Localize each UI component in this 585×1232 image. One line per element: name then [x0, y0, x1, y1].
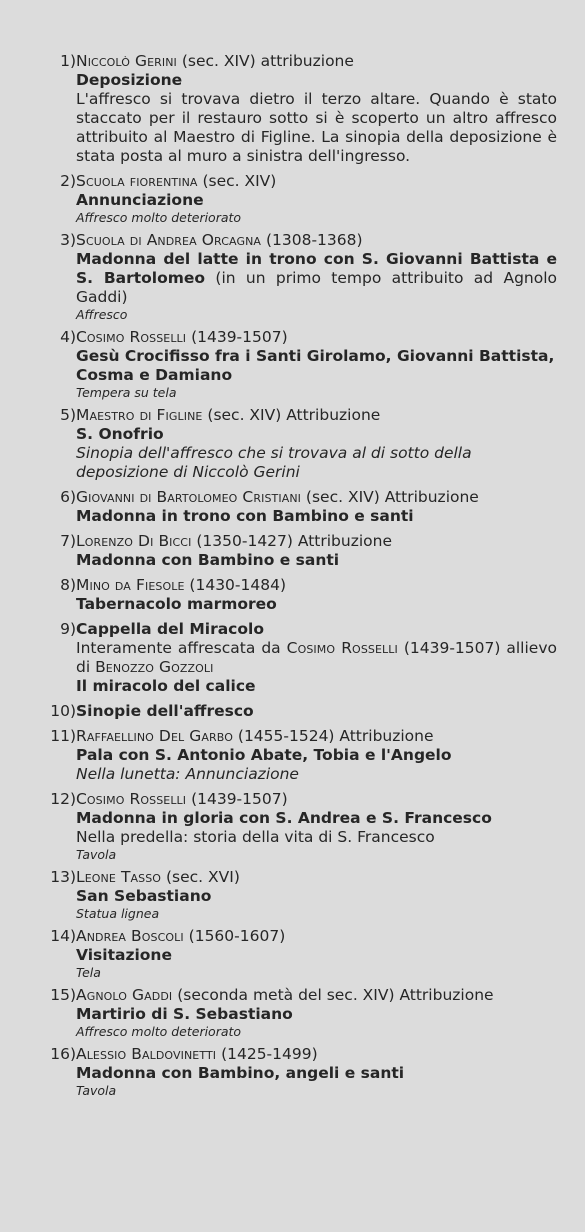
author-dates: (seconda metà del sec. XIV) Attribuzione	[172, 986, 494, 1004]
author-name: Niccolò Gerini	[76, 52, 177, 70]
artwork-medium: Affresco	[76, 307, 128, 322]
chapel-heading: Cappella del Miracolo	[76, 620, 264, 638]
chapel-description	[76, 639, 557, 677]
list-item	[0, 868, 585, 921]
item-attribution	[76, 328, 557, 347]
author-dates: (1439-1507)	[186, 790, 288, 808]
author-dates: (sec. XIV) attribuzione	[176, 52, 354, 70]
item-number: 3)	[60, 231, 76, 249]
author-dates: (1350-1427) Attribuzione	[191, 532, 392, 550]
item-number: 12)	[50, 790, 76, 808]
author-name: Cosimo Rosselli	[76, 328, 187, 346]
item-attribution	[76, 172, 557, 191]
list-item	[0, 231, 585, 322]
list-item	[0, 1045, 585, 1098]
artwork-title: Visitazione	[76, 946, 172, 964]
artwork-medium: Affresco molto deteriorato	[76, 1024, 242, 1039]
list-item	[0, 172, 585, 225]
list-item	[0, 790, 585, 862]
item-number: 11)	[50, 727, 76, 745]
list-item	[0, 702, 585, 721]
author-name: Lorenzo Di Bicci	[76, 532, 192, 550]
section-heading: Sinopie dell'affresco	[76, 702, 254, 720]
item-attribution	[76, 1045, 557, 1064]
list-item	[0, 576, 585, 614]
artwork-medium: Tavola	[76, 1083, 117, 1098]
author-dates: (1425-1499)	[216, 1045, 318, 1063]
author-name: Giovanni di Bartolomeo Cristiani	[76, 488, 301, 506]
author-name: Raffaellino Del Garbo	[76, 727, 233, 745]
author-name: Agnolo Gaddi	[76, 986, 173, 1004]
item-attribution	[76, 488, 557, 507]
item-attribution	[76, 406, 557, 425]
author-dates: (1439-1507)	[186, 328, 288, 346]
item-number: 14)	[50, 927, 76, 945]
item-number: 1)	[60, 52, 76, 70]
item-attribution	[76, 576, 557, 595]
item-number: 10)	[50, 702, 76, 720]
author-name: Scuola di Andrea Orcagna	[76, 231, 262, 249]
list-item	[0, 620, 585, 696]
artwork-medium: Statua lignea	[76, 906, 160, 921]
item-number: 9)	[60, 620, 76, 638]
list-item	[0, 406, 585, 482]
item-number: 13)	[50, 868, 76, 886]
item-attribution	[76, 52, 557, 71]
artwork-title: S. Onofrio	[76, 425, 164, 443]
author-name: Leone Tasso	[76, 868, 162, 886]
artwork-description: Nella predella: storia della vita di S. Francesco	[76, 828, 435, 846]
artwork-title: Madonna con Bambino e santi	[76, 551, 340, 569]
author-dates: (1455-1524) Attribuzione	[232, 727, 434, 745]
author-dates: (sec. XVI)	[161, 868, 240, 886]
artwork-medium: Tela	[76, 965, 101, 980]
item-attribution	[76, 868, 557, 887]
list-item	[0, 727, 585, 784]
author-name: Cosimo Rosselli	[76, 790, 187, 808]
item-attribution	[76, 727, 557, 746]
artwork-list	[0, 52, 585, 1104]
artwork-title: Martirio di S. Sebastiano	[76, 1005, 293, 1023]
artwork-title-note: (in un primo tempo attribuito ad Agnolo Gaddi)	[76, 269, 557, 306]
list-item	[0, 986, 585, 1039]
artwork-title: Madonna in gloria con S. Andrea e S. Francesco	[76, 809, 492, 827]
author-dates: (sec. XIV) Attribuzione	[202, 406, 381, 424]
author-dates: (1430-1484)	[184, 576, 287, 594]
item-attribution	[76, 790, 557, 809]
list-item	[0, 532, 585, 570]
artwork-medium: Tempera su tela	[76, 385, 177, 400]
author-name: Maestro di Figline	[76, 406, 203, 424]
list-item	[0, 52, 585, 166]
item-number: 2)	[60, 172, 76, 190]
item-number: 6)	[60, 488, 76, 506]
artwork-medium: Tavola	[76, 847, 117, 862]
artwork-title: Annunciazione	[76, 191, 204, 209]
author-dates: (1560-1607)	[183, 927, 286, 945]
artwork-title: Il miracolo del calice	[76, 677, 256, 695]
list-item	[0, 488, 585, 526]
artwork-title: San Sebastiano	[76, 887, 212, 905]
author-name: Alessio Baldovinetti	[76, 1045, 217, 1063]
author-name: Benozzo Gozzoli	[95, 658, 214, 676]
artwork-title: Pala con S. Antonio Abate, Tobia e l'Angelo	[76, 746, 452, 764]
item-attribution	[76, 231, 557, 250]
artwork-title-block	[76, 250, 557, 307]
chapel-description-part: Interamente affrescata da	[76, 639, 287, 657]
item-number: 5)	[60, 406, 76, 424]
artwork-medium: Affresco molto deteriorato	[76, 210, 242, 225]
item-attribution	[76, 986, 557, 1005]
author-name: Cosimo Rosselli	[286, 639, 398, 657]
item-number: 16)	[50, 1045, 76, 1063]
author-name: Mino da Fiesole	[76, 576, 185, 594]
artwork-title: Madonna del latte in trono con S. Giovanni Battista e S. Bartolomeo	[76, 250, 557, 287]
artwork-title: Deposizione	[76, 71, 183, 89]
artwork-description: Nella lunetta: Annunciazione	[76, 765, 299, 783]
item-number: 4)	[60, 328, 76, 346]
chapel-description-part: (1439-1507) allievo di	[76, 639, 557, 676]
author-dates: (1308-1368)	[261, 231, 363, 249]
author-name: Andrea Boscoli	[76, 927, 184, 945]
item-attribution	[76, 927, 557, 946]
artwork-description: L'affresco si trovava dietro il terzo altare. Quando è stato staccato per il restauro sotto si è scoperto un altro affresco attribuito al Maestro di Figline. La sinopia della deposizione è stata posta al muro a sinistra dell'ingresso.	[76, 90, 557, 165]
artwork-title: Madonna in trono con Bambino e santi	[76, 507, 414, 525]
item-number: 7)	[60, 532, 76, 550]
item-number: 15)	[50, 986, 76, 1004]
author-dates: (sec. XIV)	[197, 172, 277, 190]
item-attribution	[76, 532, 557, 551]
author-dates: (sec. XIV) Attribuzione	[301, 488, 479, 506]
item-number: 8)	[60, 576, 76, 594]
artwork-description: Sinopia dell'affresco che si trovava al di sotto della deposizione di Niccolò Gerini	[76, 444, 472, 481]
artwork-title: Gesù Crocifisso fra i Santi Girolamo, Giovanni Battista, Cosma e Damiano	[76, 347, 555, 384]
list-item	[0, 927, 585, 980]
artwork-title: Madonna con Bambino, angeli e santi	[76, 1064, 405, 1082]
list-item	[0, 328, 585, 400]
artwork-title: Tabernacolo marmoreo	[76, 595, 277, 613]
author-name: Scuola fiorentina	[76, 172, 198, 190]
